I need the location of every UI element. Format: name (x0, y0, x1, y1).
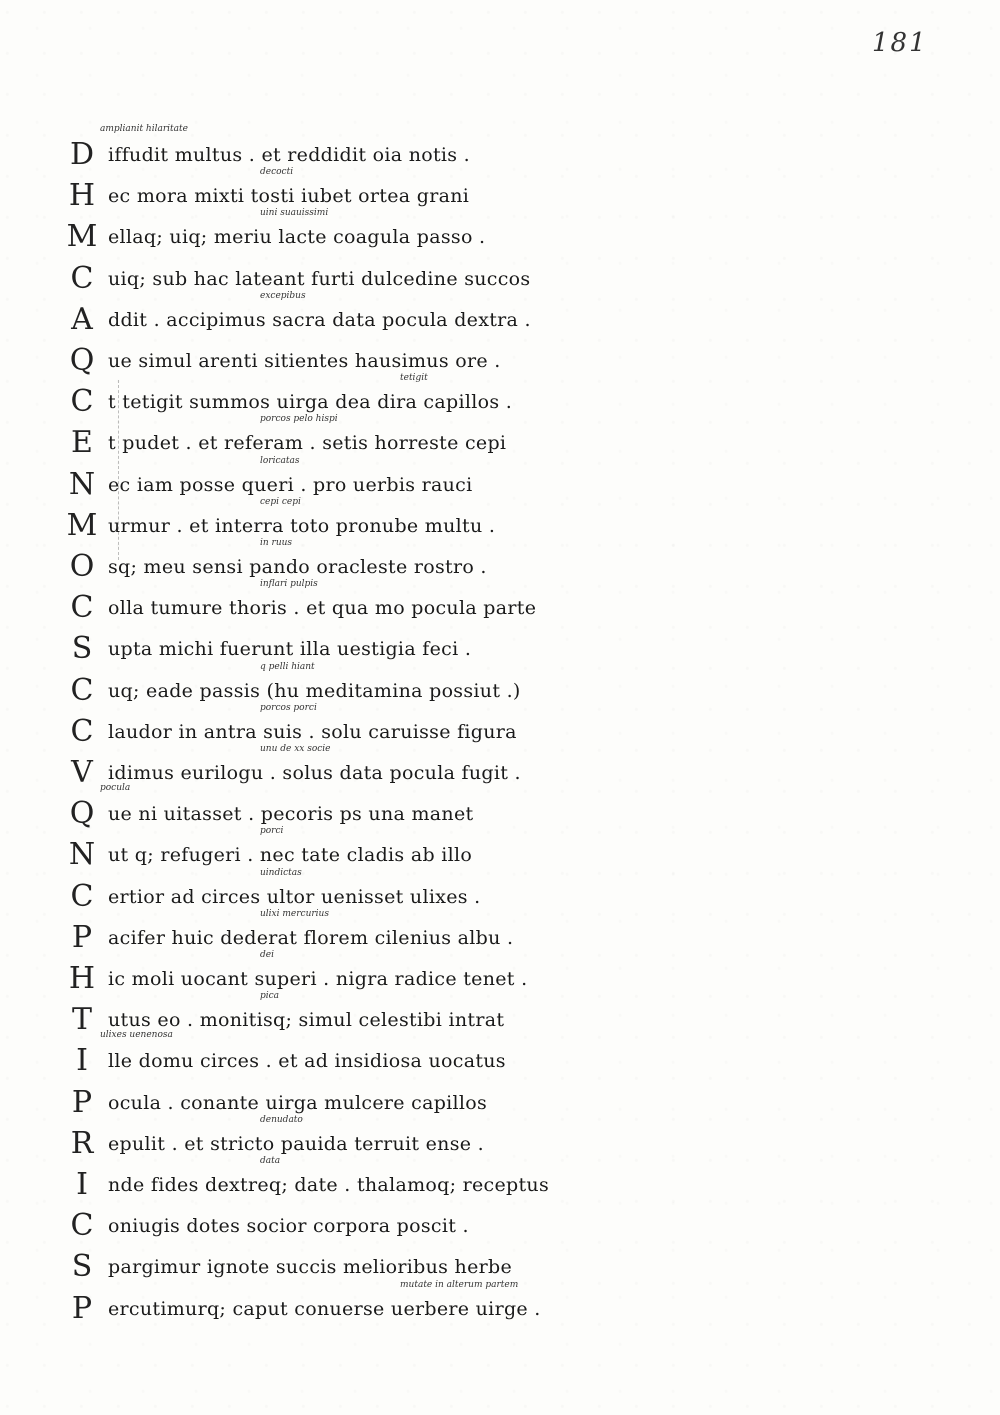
verse-line (60, 632, 620, 674)
verse-line (60, 455, 620, 510)
interlinear-gloss: inflari pulpis (260, 579, 318, 590)
verse-text: uiq; sub hac lateant furti dulcedine succos (108, 267, 531, 290)
verse-line (60, 414, 620, 468)
verse-line (60, 783, 620, 839)
interlinear-gloss: q pelli hiant (260, 661, 315, 672)
verse-initial: P (71, 919, 93, 955)
verse-line (60, 702, 620, 757)
verse-line (60, 579, 620, 633)
verse-initial: S (71, 1249, 93, 1285)
verse-initial: M (66, 507, 98, 543)
interlinear-gloss: amplianit hilaritate (100, 124, 188, 134)
verse-text: ellaq; uiq; meriu lacte coagula passo . (108, 226, 486, 249)
verse-line (60, 1250, 620, 1292)
interlinear-gloss: decocti (260, 167, 294, 178)
verse-line (60, 1209, 620, 1251)
verse-text: nde fides dextreq; date . thalamoq; receptus (108, 1174, 550, 1196)
verse-initial: H (68, 178, 96, 214)
verse-line (60, 744, 620, 798)
verse-text: laudor in antra suis . solu caruisse figura (108, 720, 517, 743)
verse-text: lle domu circes . et ad insidiosa uocatus (108, 1050, 506, 1073)
verse-initial: N (68, 466, 96, 502)
verse-text: epulit . et stricto pauida terruit ense . (108, 1132, 484, 1155)
verse-initial: N (68, 837, 96, 873)
interlinear-gloss: ulixes uenenosa (100, 1030, 173, 1041)
verse-initial: I (76, 1043, 88, 1079)
verse-initial: C (70, 1208, 94, 1244)
verse-line (60, 496, 620, 551)
verse-text: t pudet . et referam . setis horreste cepi (108, 432, 507, 455)
interlinear-gloss: mutate in alterum partem (400, 1279, 519, 1290)
verse-line (60, 124, 620, 180)
verse-line (60, 208, 620, 262)
verse-initial: O (69, 549, 95, 584)
verse-initial: Q (69, 343, 95, 378)
verse-initial: E (71, 425, 93, 461)
verse-text: ocula . conante uirga mulcere capillos (108, 1091, 488, 1114)
verse-line (60, 950, 620, 1004)
verse-initial: P (71, 1084, 93, 1120)
verse-text: t tetigit summos uirga dea dira capillos . (108, 391, 513, 414)
interlinear-gloss: uindictas (260, 867, 302, 878)
verse-line (60, 661, 620, 716)
interlinear-gloss: in ruus (260, 538, 293, 548)
verse-text: uq; eade passis (hu meditamina possiut .) (108, 679, 521, 702)
verse-text: ic moli uocant superi . nigra radice tenet . (108, 968, 528, 990)
interlinear-gloss: tetigit (400, 373, 428, 384)
verse-initial: C (70, 590, 94, 626)
verse-initial: V (71, 755, 93, 790)
verse-line (60, 1086, 620, 1128)
interlinear-gloss: uini suauissimi (260, 208, 329, 219)
verse-initial: S (71, 631, 93, 667)
verse-line (60, 826, 620, 880)
verse-line (60, 538, 620, 592)
verse-line (60, 1156, 620, 1210)
interlinear-gloss: ulixi mercurius (260, 908, 329, 919)
verse-text: sq; meu sensi pando oracleste rostro . (108, 556, 487, 578)
verse-text: ue simul arenti sitientes hausimus ore . (108, 350, 501, 372)
interlinear-gloss: dei (260, 950, 274, 960)
verse-line (60, 1279, 620, 1334)
interlinear-gloss: pocula (100, 783, 131, 794)
verse-text: ut q; refugeri . nec tate cladis ab illo (108, 844, 473, 867)
verse-initial: D (69, 137, 95, 172)
interlinear-gloss: denudato (260, 1114, 303, 1125)
verse-initial: P (71, 1290, 93, 1326)
verse-initial: I (76, 1167, 88, 1202)
verse-initial: C (70, 878, 94, 914)
verse-initial: C (70, 384, 94, 420)
verse-text: utus eo . monitisq; simul celestibi intrat (108, 1009, 505, 1032)
verse-line (60, 1030, 620, 1086)
verse-initial: T (71, 1002, 92, 1038)
verse-initial: Q (69, 796, 95, 832)
verse-initial: M (66, 219, 98, 255)
verse-line (60, 1114, 620, 1169)
verse-initial: A (71, 301, 93, 337)
interlinear-gloss: porcos pelo hispi (260, 414, 338, 425)
verse-initial: H (68, 961, 96, 996)
verse-text: iffudit multus . et reddidit oia notis . (108, 144, 471, 166)
verse-text: upta michi fuerunt illa uestigia feci . (108, 638, 472, 661)
verse-line (60, 908, 620, 963)
verse-initial: C (70, 713, 94, 749)
verse-initial: R (70, 1125, 94, 1161)
verse-text: ercutimurq; caput conuerse uerbere uirge . (108, 1297, 541, 1320)
verse-text: ec iam posse queri . pro uerbis rauci (108, 473, 473, 496)
interlinear-gloss: data (260, 1156, 281, 1166)
verse-line (60, 344, 620, 386)
verse-initial: C (70, 672, 94, 708)
interlinear-gloss: cepi cepi (260, 496, 301, 507)
interlinear-gloss: pica (260, 991, 280, 1002)
verse-text: ue ni uitasset . pecoris ps una manet (108, 803, 474, 826)
verse-line (60, 262, 620, 304)
verse-text: idimus eurilogu . solus data pocula fugit . (108, 762, 521, 784)
verse-text: ec mora mixti tosti iubet ortea grani (108, 185, 470, 208)
folio-number: 181 (872, 28, 928, 58)
verse-initial: C (70, 260, 94, 296)
verse-text: ertior ad circes ultor uenisset ulixes . (108, 885, 481, 908)
verse-text: ddit . accipimus sacra data pocula dextra . (108, 308, 531, 331)
interlinear-gloss: loricatas (260, 455, 300, 466)
verse-text: urmur . et interra toto pronube multu . (108, 514, 496, 537)
verse-text: olla tumure thoris . et qua mo pocula parte (108, 597, 537, 620)
verse-text: oniugis dotes socior corpora poscit . (108, 1215, 469, 1238)
interlinear-gloss: porci (260, 826, 284, 837)
verse-line (60, 373, 620, 427)
interlinear-gloss: excepibus (260, 290, 306, 301)
verse-text: pargimur ignote succis melioribus herbe (108, 1256, 513, 1279)
verse-line (60, 167, 620, 221)
verse-text: acifer huic dederat florem cilenius albu . (108, 926, 514, 949)
verse-line (60, 867, 620, 922)
verse-line (60, 290, 620, 345)
interlinear-gloss: porcos porci (260, 702, 317, 713)
interlinear-gloss: unu de xx socie (260, 744, 331, 754)
